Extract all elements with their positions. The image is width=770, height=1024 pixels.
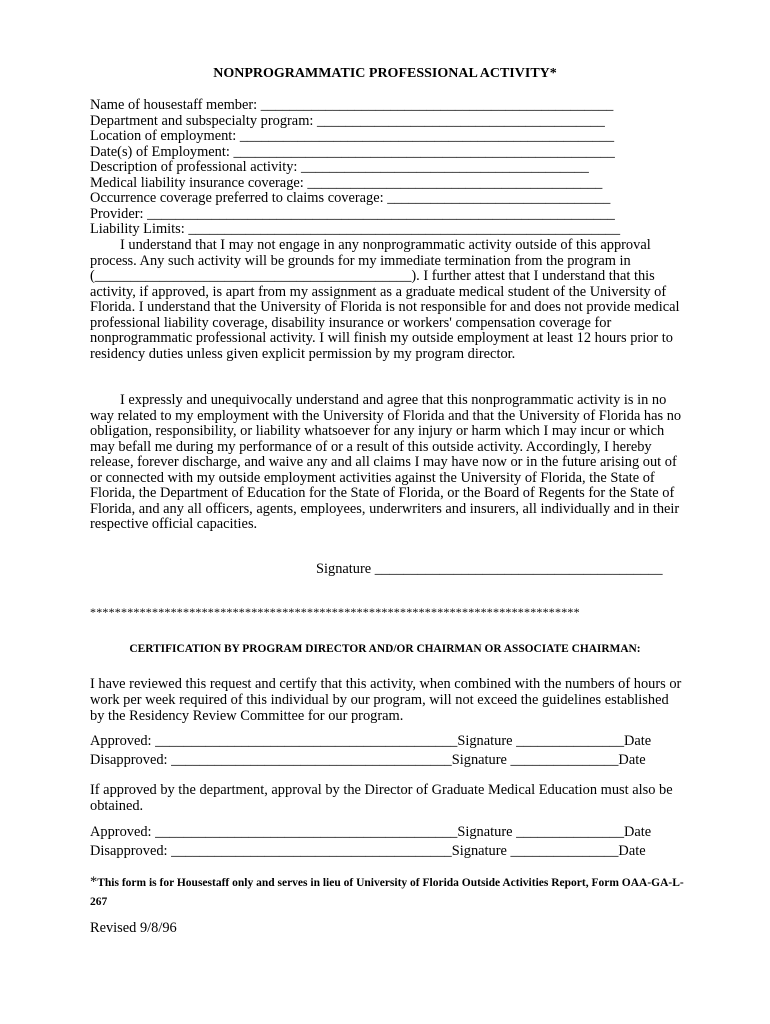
field-liability-coverage: Medical liability insurance coverage: _________________________________________ xyxy=(90,174,603,191)
disapproved-row-department: Disapproved: _______________________________________Signature _______________Date xyxy=(90,752,646,768)
footnote xyxy=(90,873,690,912)
field-housestaff-name: Name of housestaff member: _________________________________________________ xyxy=(90,97,614,113)
footnote-text: This form is for Housestaff only and serves in lieu of University of Florida Outside Activities Report, Form OAA-GA-L-267 xyxy=(90,877,684,908)
field-liability-limits: Liability Limits: ____________________________________________________________ xyxy=(90,221,621,237)
disapproved-row-gme: Disapproved: _______________________________________Signature _______________Date xyxy=(90,843,646,859)
field-description: Description of professional activity: ________________________________________ xyxy=(90,159,589,175)
field-occurrence-coverage: Occurrence coverage preferred to claims coverage: _______________________________ xyxy=(90,190,611,206)
attestation-paragraph xyxy=(90,238,684,362)
separator-stars: ******************************************************************************* xyxy=(90,605,580,619)
field-dates: Date(s) of Employment: _____________________________________________________ xyxy=(90,143,615,160)
approved-row-gme: Approved: __________________________________________Signature _______________Date xyxy=(90,824,652,840)
gme-approval-text: If approved by the department, approval by the Director of Graduate Medical Education must also be obtained. xyxy=(90,782,673,814)
field-list xyxy=(90,98,680,238)
field-location: Location of employment: ____________________________________________________ xyxy=(90,128,615,144)
form-title: NONPROGRAMMATIC PROFESSIONAL ACTIVITY* xyxy=(213,66,557,81)
attestation-text: I understand that I may not engage in any nonprogrammatic activity outside of this approval process. Any such activity will be grounds for my immediate termination from the program in (____________________________________________). I further attest that I understand that this activity, if approved, is apart from my assignment as a graduate medical student of the University of Florida. I understand that the University of Florida is not responsible for and does not provide medical professional liability coverage, disability insurance or workers' compensation coverage for nonprogrammatic professional activity. I will finish my outside employment at least 12 hours prior to residency duties unless given explicit permission by my program director. xyxy=(90,237,680,362)
release-paragraph xyxy=(90,393,684,533)
certification-text: I have reviewed this request and certify that this activity, when combined with the numbers of hours or work per week required of this individual by our program, will not exceed the guidelines established by the Residency Review Committee for our program. xyxy=(90,676,682,724)
housestaff-signature-line: Signature ________________________________________ xyxy=(316,561,663,577)
certification-heading: CERTIFICATION BY PROGRAM DIRECTOR AND/OR CHAIRMAN OR ASSOCIATE CHAIRMAN: xyxy=(129,643,641,655)
field-department-program: Department and subspecialty program: ________________________________________ xyxy=(90,112,605,129)
approved-row-department: Approved: __________________________________________Signature _______________Date xyxy=(90,733,652,749)
field-provider: Provider: _________________________________________________________________ xyxy=(90,205,615,222)
revision-date: Revised 9/8/96 xyxy=(90,920,177,936)
footnote-asterisk: * xyxy=(90,874,98,890)
release-text: I expressly and unequivocally understand and agree that this nonprogrammatic activity is in no way related to my employment with the University of Florida and that the University of Florida has no obligation, responsibility, or liability whatsoever for any injury or harm which I may incur or which may befall me during my performance of or a result of this outside activity. Accordingly, I hereby release, forever discharge, and waive any and all claims I may have now or in the future arising out of or connected with my outside employment activities against the University of Florida, the State of Florida, the Department of Education for the State of Florida, or the Board of Regents for the State of Florida, and any all officers, agents, employees, underwriters and insurers, all individually and in their respective official capacities. xyxy=(90,392,682,532)
